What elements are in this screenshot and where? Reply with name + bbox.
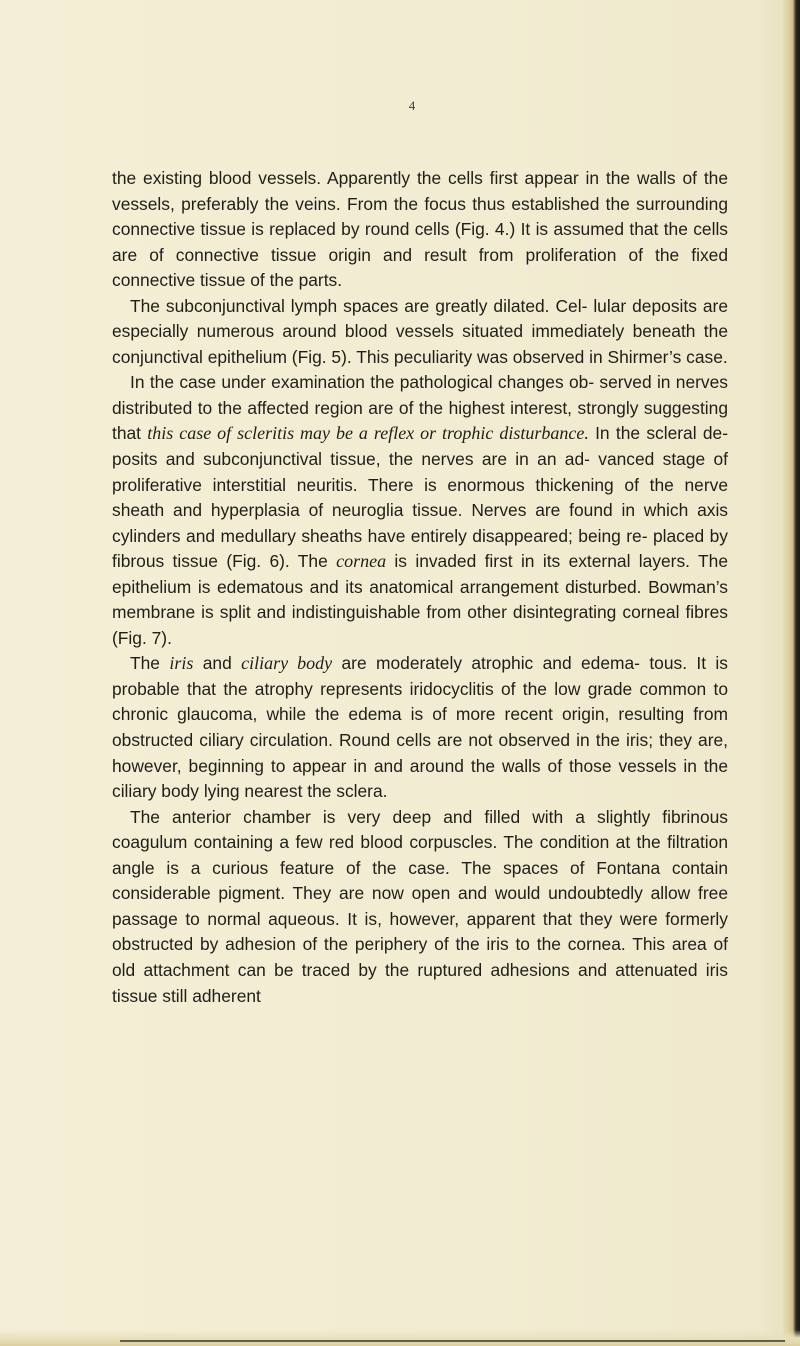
page-bottom-edge — [0, 1330, 800, 1346]
paragraph-text: In the scleral de- posits and subconjunctival tissue, the nerves are in an ad- vanced stage of proliferative interstitial neuritis. There is enormous thickening of the nerve sheath and hyperplasia of neuroglia tissue. Nerves are found in which axis cylinders and medullary sheaths have entirely disappeared; being re- placed by fibrous tissue (Fig. 6). The — [112, 423, 728, 572]
paragraph-text: are moderately atrophic and edema- tous. It is probable that the atrophy represents iridocyclitis of the low grade common to chronic glaucoma, while the edema is of more recent origin, resulting from obstructed ciliary circulation. Round cells are not observed in the iris; they are, however, beginning to appear in and around the walls of those vessels in the ciliary body lying nearest the sclera. — [112, 653, 728, 802]
page-number: 4 — [408, 98, 416, 113]
paragraph-text: The subconjunctival lymph spaces are greatly dilated. Cel- lular deposits are especially numerous around blood vessels situated immediately beneath the conjunctival epithelium (Fig. 5). This peculiarity was observed in Shirmer’s case. — [112, 295, 728, 367]
paragraph-text: and — [193, 653, 242, 674]
italic-text: ciliary body — [241, 653, 333, 674]
italic-text: cornea — [336, 551, 387, 572]
paragraph-text: The — [130, 653, 170, 674]
body-text — [112, 166, 728, 1009]
italic-text: this case of scleritis may be a reflex or trophic disturbance. — [147, 423, 589, 444]
italic-text: iris — [169, 653, 194, 674]
paragraph-text: is invaded first in its external layers. The epithelium is edematous and its anatomical arrangement disturbed. Bowman’s membrane is split and indistinguishable from other disintegrating corneal fibres (Fig. 7). — [112, 551, 728, 648]
paragraph-text: The anterior chamber is very deep and filled with a slightly fibrinous coagulum containing a few red blood corpuscles. The condition at the filtration angle is a curious feature of the case. The spaces of Fontana contain considerable pigment. They are now open and would undoubtedly allow free passage to normal aqueous. It is, however, apparent that they were formerly obstructed by adhesion of the periphery of the iris to the cornea. This area of old attachment can be traced by the ruptured adhesions and attenuated iris tissue still adherent — [112, 806, 728, 1006]
page-bottom-rule — [120, 1340, 785, 1342]
paragraph — [112, 651, 728, 804]
paragraph-text: the existing blood vessels. Apparently the cells first appear in the walls of the vessels, preferably the veins. From the focus thus established the surrounding connective tissue is replaced by round cells (Fig. 4.) It is assumed that the cells are of connective tissue origin and result from proliferation of the fixed connective tissue of the parts. — [112, 168, 728, 291]
paragraph — [112, 294, 728, 371]
page-edge-shadow — [782, 0, 800, 1346]
paragraph — [112, 805, 728, 1009]
paragraph — [112, 370, 728, 651]
paragraph — [112, 166, 728, 294]
paragraph-text: In the case under examination the pathological changes ob- served in nerves distributed to the affected region are of the highest interest, strongly suggesting that — [112, 372, 728, 444]
